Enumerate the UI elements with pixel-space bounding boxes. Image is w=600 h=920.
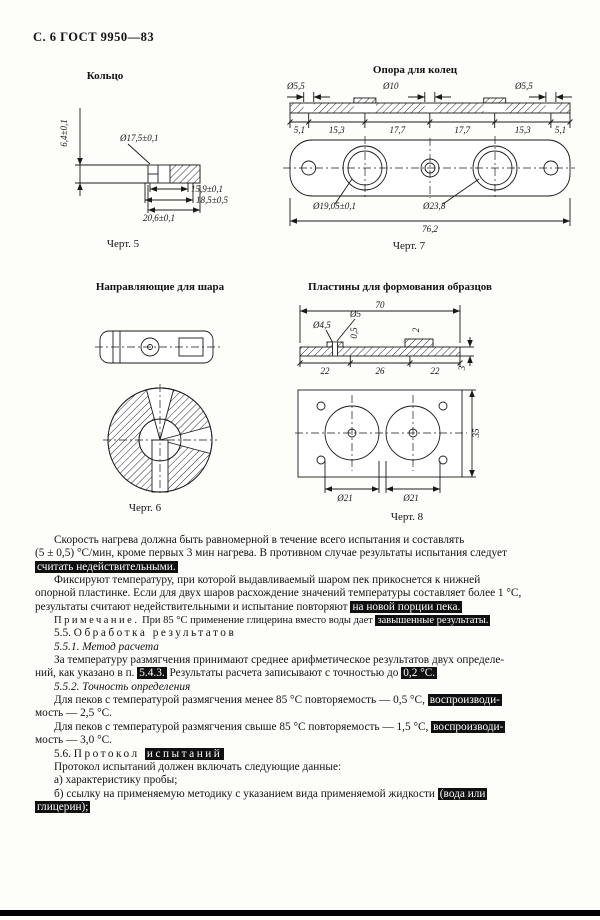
body-line [35, 681, 566, 694]
body-line [35, 601, 566, 614]
body-text-segment: (5 ± 0,5) °С/мин, кроме первых 3 мин нагрева. В противном случае результаты испытания следует [35, 547, 507, 560]
fig5-dim-height: 6,4±0,1 [59, 119, 69, 147]
fig7-side-view [287, 92, 573, 128]
fig7-seg-4: 17,7 [454, 125, 471, 135]
fig7-title: Опора для колец [372, 64, 458, 76]
body-text-segment: на новой порции пека. [352, 600, 461, 613]
body-text-segment: опорной пластинке. Если для двух шаров расхождение значений температуры составляет более 1 °С, [35, 587, 522, 600]
body-line [35, 534, 566, 547]
body-text-segment: (вода или [439, 787, 486, 800]
body-line [35, 667, 566, 680]
fig7-dim-hole2: Ø23,8 [423, 201, 446, 211]
body-text-segment: испытаний [146, 747, 223, 760]
body-text-segment: воспроизводи- [429, 694, 500, 707]
fig8-dim-t2: 2 [411, 327, 421, 333]
fig8-dim-d45: Ø4,5 [313, 320, 331, 330]
body-text-segment: При 85 °С применение глицерина вместо воды дает [139, 615, 376, 627]
fig7-seg-1: 5,1 [293, 125, 306, 135]
body-text-segment: результаты считают недействительными и испытание повторяют [35, 600, 351, 613]
fig6-caption: Черт. 6 [128, 502, 162, 514]
fig5-dim-w1: 15,9±0,1 [191, 184, 223, 194]
body-text-segment: За температуру размягчения принимают среднее арифметическое результатов двух определе- [54, 654, 505, 667]
fig7-seg-6: 5,1 [554, 125, 567, 135]
body-line [35, 694, 566, 707]
body-line [35, 627, 566, 640]
body-text-segment: Для пеков с температурой размягчения менее 85 °С повторяемость — 0,5 °С, [54, 694, 428, 707]
body-line [35, 561, 566, 574]
body-text-segment: а) характеристику пробы; [54, 774, 178, 787]
fig8-seg-2: 26 [375, 366, 385, 376]
fig8-caption: Черт. 8 [390, 511, 424, 523]
body-text-segment: 5.6. [54, 747, 74, 760]
fig5-dim-w3: 20,6±0,1 [143, 213, 175, 223]
fig8-dim-t05: 0,5 [349, 327, 359, 339]
body-text-segment: воспроизводи- [433, 720, 504, 733]
fig7-dim-top-left: Ø5,5 [287, 81, 305, 91]
body-text-segment: Результаты расчета записывают с точностью до [166, 667, 402, 680]
body-text [35, 534, 566, 814]
fig7-dim-top-mid: Ø10 [383, 81, 399, 91]
body-line [35, 734, 566, 747]
body-text-segment: Фиксируют температуру, при которой выдавливаемый шаром пек прикоснется к нижней [54, 574, 481, 587]
fig6-drawing [95, 300, 235, 500]
fig8-title: Пластины для формования образцов [308, 281, 492, 293]
fig8-dim-width: 70 [375, 300, 385, 310]
body-text-segment: 5.5.1. Метод расчета [54, 640, 159, 653]
fig8-dim-t3: 3 [457, 365, 467, 371]
fig5-caption: Черт. 5 [106, 238, 140, 250]
body-text-segment: завышенные результаты. [377, 615, 489, 627]
fig7-top-view [283, 136, 575, 226]
fig5-ring-section [75, 108, 200, 213]
body-line [35, 574, 566, 587]
fig5-dim-diameter: Ø17,5±0,1 [120, 133, 159, 143]
body-line [35, 761, 566, 774]
scan-edge-artifact [0, 910, 600, 916]
fig7-seg-2: 15,3 [328, 125, 345, 135]
body-text-segment: Протокол испытаний должен включать следующие данные: [54, 760, 342, 773]
body-text-segment: мость — 3,0 °С. [35, 734, 112, 747]
fig8-dim-c1: Ø21 [337, 493, 353, 503]
fig8-top-view [295, 390, 476, 493]
fig7-seg-3: 17,7 [389, 125, 406, 135]
fig8-drawing [295, 297, 580, 515]
body-text-segment: считать недействительными. [37, 560, 176, 573]
body-line [35, 641, 566, 654]
body-text-segment: Скорость нагрева должна быть равномерной в течение всего испытания и составлять [54, 534, 465, 546]
body-text-segment: ний, как указано в п. [35, 667, 138, 680]
fig8-dim-height: 35 [471, 428, 481, 438]
body-text-segment: Примечание. [54, 615, 140, 627]
body-text-segment: Для пеков с температурой размягчения свыше 85 °С повторяемость — 1,5 °С, [54, 720, 432, 733]
body-text-segment: б) ссылку на применяемую методику с указанием вида применяемой жидкости [54, 787, 438, 800]
body-line [35, 547, 566, 560]
fig5-drawing [55, 88, 245, 234]
body-line [35, 707, 566, 720]
fig7-dim-hole1: Ø19,05±0,1 [313, 201, 356, 211]
fig7-seg-5: 15,3 [514, 125, 531, 135]
fig7-dim-top-right: Ø5,5 [515, 81, 533, 91]
fig7-dim-total: 76,2 [422, 224, 438, 234]
body-text-segment: 0,2 °С. [403, 667, 436, 680]
body-text-segment: глицерин); [37, 800, 89, 813]
fig7-drawing [283, 78, 575, 240]
fig8-dim-d5: Ø5 [350, 309, 361, 319]
body-line [35, 801, 566, 814]
body-text-segment: Обработка результатов [73, 627, 237, 640]
fig8-side-view [298, 305, 475, 367]
fig5-title: Кольцо [86, 70, 124, 82]
body-line [35, 654, 566, 667]
body-text-segment: 5.5. [54, 627, 74, 640]
body-text-segment: Протокол [73, 747, 145, 760]
body-line [35, 614, 566, 627]
fig8-dim-c2: Ø21 [403, 493, 419, 503]
fig6-title: Направляющие для шара [95, 281, 225, 293]
body-line [35, 748, 566, 761]
body-line [35, 774, 566, 787]
page-header: С. 6 ГОСТ 9950—83 [33, 30, 155, 44]
fig6-side-view [95, 331, 221, 363]
body-line [35, 587, 566, 600]
fig6-front-view [103, 384, 217, 496]
fig8-seg-3: 22 [430, 366, 440, 376]
fig5-dim-w2: 18,5±0,5 [196, 195, 228, 205]
body-text-segment: 5.4.3. [139, 667, 165, 680]
body-line [35, 788, 566, 801]
body-text-segment: 5.5.2. Точность определения [54, 680, 191, 693]
body-text-segment: мость — 2,5 °С. [35, 707, 112, 720]
body-line [35, 721, 566, 734]
fig7-caption: Черт. 7 [392, 240, 426, 252]
fig8-seg-1: 22 [320, 366, 330, 376]
